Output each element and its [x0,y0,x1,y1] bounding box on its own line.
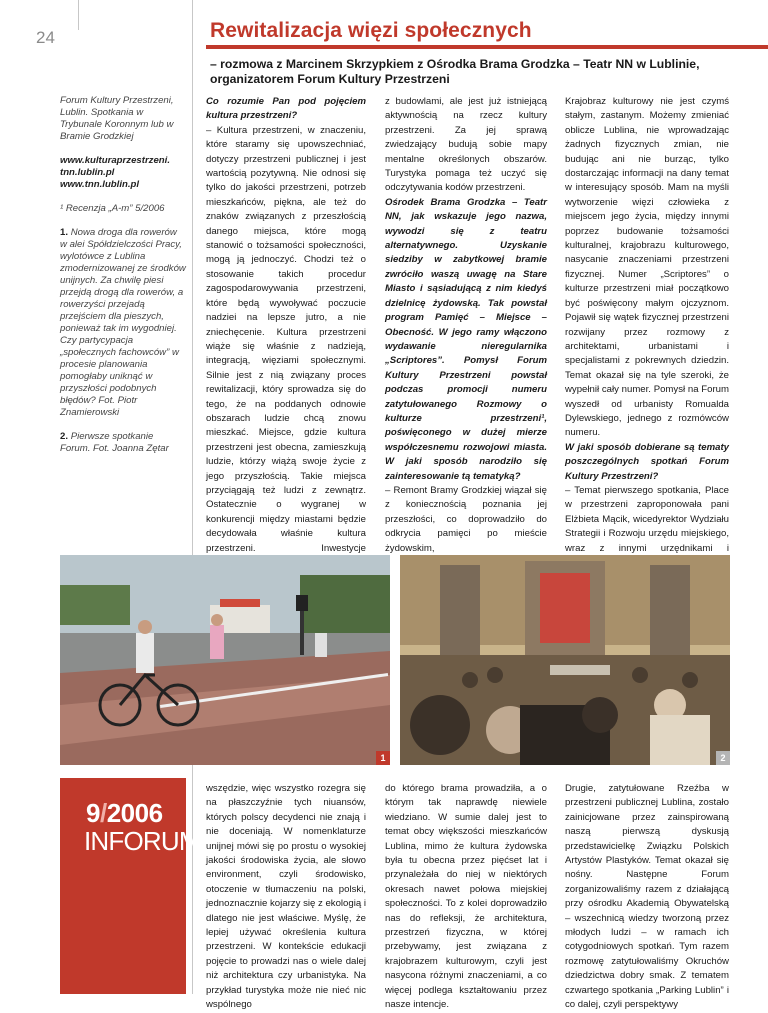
article-column-3 [565,95,729,570]
title-underline [206,45,768,49]
question-1: Co rozumie Pan pod pojęciem kultura przestrzeni? [206,96,366,122]
link-tnn[interactable]: www.tnn.lublin.pl [60,179,140,190]
sidebar-footnote: ¹ Recenzja „A-m” 5/2006 [60,203,165,214]
issue-year: 2006 [106,798,163,828]
article-column-1 [206,95,366,599]
sidebar-intro: Forum Kultury Przestrzeni, Lublin. Spotkania w Trybunale Koronnym lub w Bramie Grodzkiej [60,95,174,142]
street-scene-image [60,555,390,765]
sidebar [60,95,186,467]
link-kulturaprzestrzeni-1[interactable]: www.kulturaprzestrzeni. [60,155,170,166]
caption-2-text: Pierwsze spotkanie Forum. Fot. Joanna Zętar [60,431,169,454]
article-subtitle: – rozmowa z Marcinem Skrzypkiem z Ośrodka Brama Grodzka – Teatr NN w Lublinie, organizatorem Forum Kultury Przestrzeni [210,57,700,86]
caption-1-number: 1. [60,227,69,238]
article-column-2 [385,95,547,556]
answer-1: – Kultura przestrzeni, w znaczeniu, które staramy się upowszechniać, dotyczy przestrzeni publicznej i jest wartością pozytywną. Nie odnosi się tylko do jakości przestrzeni, potrzeb mieszkańców, piękna, ale też do znaków związanych z przeszłością danego miejsca, które mogą stanowić o tożsamości społeczności, mogą ją jednoczyć. Chodzi też o stosowanie takich procedur zagospodarowywania przestrzeni, które będą wywoływać poczucie nadziei na lepsze jutro, a nie zniechęcenie. Kultura przestrzeni wiąże się właśnie z nadzieją, integracją, więziami społecznymi. Silnie jest z nią związany proces rewitalizacji, który sprowadza się do tego, że na poddanych odnowie obszarach ludzie chcą znowu mieszkać. Miejsce, gdzie kultura przestrzeni jest obecna, zamieszkują ludzie, którzy wiążą swoje życie z jego przyszłością. Takie miejsca przyciągają też ludzi z zewnątrz. Ostatecznie o wygranej w konkurencji między miastami będzie decydowała właśnie kultura przestrzeni. Inwestycje [206,124,366,554]
article-title: Rewitalizacja więzi społecznych [210,19,532,42]
article-column-4: wszędzie, więc wszystko rozegra się na płaszczyźnie tych niuansów, których polscy decydenci nie znają i nie doceniają. W nomenklaturze unijnej mówi się po prostu o wysokiej jakości środowiska życia, ale słowo environment, czyli środowisko, otoczenie w tłumaczeniu na polski, jednoznacznie kojarzy się z ekologią i dlatego nie jest właściwe. Myślę, że lepiej używać określenia kultura przestrzeni. W kontekście edukacji pojęcie to prowadzi nas o wiele dalej niż architektura czy urbanistyka. Na przykład turystyka może nie nieć nic wspólnego [206,783,366,1011]
issue-num: 9 [86,798,100,828]
caption-2 [60,431,186,455]
column-3-text-1: Krajobraz kulturowy nie jest czymś stałym, zastanym. Możemy zmieniać oblicze Lublina, nie wprowadzając żadnych fizycznych zmian, nie budując ani nie burząc, tylko dostarczając informacji na dany temat w interesujący sposób. Mam na myśli wytworzenie więzi człowieka z miejscem jego życia, między innymi poprzez budowanie tożsamości kulturalnej, krajobrazu kulturowego, nasycanie znaczeniami przestrzeni fizycznej. Numer „Scriptores” o kulturze przestrzeni miał początkowo być poświęcony małym ojczyznom. Pojawił się wątek fizycznej przestrzeni rozwijany przez rozmowy z architektami, urbanistami i specjalistami z pokrewnych dziedzin. Temat okazał się na tyle szeroki, że wypełnił cały numer. Pomysł na Forum wyszedł od urbanisty Romualda Dylewskiego, jednego z rozmówców numeru. [565,96,729,439]
article-column-6: Drugie, zatytułowane Rzeźba w przestrzeni publicznej Lublina, zostało zainicjowane przez zainspirowaną naszą pierwszą dyskusją przedstawicielkę Związku Polskich Artystów Plastyków. Temat okazał się nośny. Następne Forum zorganizowaliśmy razem z działającą przy ośrodku Akademią Obywatelską – wszechnicą wiedzy tworzoną przez młodych ludzi – w ramach ich cotygodniowych spotkań. Tym razem rozmowę zatytułowaliśmy Okruchów dziedzictwa dobry smak. Z tematem czwartego spotkania „Parking Lublin” i co dalej, czyli perspektywy [565,783,729,1011]
question-2: Ośrodek Brama Grodzka – Teatr NN, jak wskazuje jego nazwa, wywodzi się z teatru alternatywnego. Uzyskanie siedziby w zabytkowej bramie zwróciło waszą uwagę na Stare Miasto i sąsiadującą z nim kiedyś dzielnicę żydowską. Tak powstał program Pamięć – Miejsce – Obecność. W jego ramy włączono wydawanie nieregularnika „Scriptores”. Pomysł Forum Kultury Przestrzeni powstał podczas promocji numeru zatytułowanego Rozmowy o kulturze przestrzeni¹, poświęconego w dużej mierze współczesnemu rozwojowi miasta. W jaki sposób narodziło się zainteresowanie tą tematyką? [385,196,547,482]
column-3-text-2: – Temat pierwszego spotkania, Place w przestrzeni zaproponowała pani Elżbieta Mącik, wicedyrektor Wydziału Strategii i Rozwoju urzędu miejskiego, wraz z innymi urzędnikami i [565,484,729,554]
issue-slash: / [99,798,107,828]
column-2-text-2: – Remont Bramy Grodzkiej wiązał się z koniecznością poznania jej przeszłości, co doprowadziło do odkrycia pamięci po mieście żydowskim, [385,484,547,554]
photo-1-badge: 1 [376,751,390,765]
question-3: W jaki sposób dobierane są tematy poszczególnych spotkań Forum Kultury Przestrzeni? [565,441,729,482]
magazine-name: INFORUM [84,826,200,856]
caption-1 [60,227,186,419]
photo-street-cyclist [60,555,390,765]
photo-2-badge: 2 [716,751,730,765]
caption-1-text: Nowa droga dla rowerów w alei Spółdzielczości Pracy, wylotówce z Lublina zmodernizowanej ze środków unijnych. Za chwilę piesi przejdą drogą dla rowerów, a rowerzyści przejadą przejściem dla pieszych, ponieważ tak im wygodniej. Czy partycypacja „społecznych fachowców” w procesie planowania pomogłaby uniknąć w przyszłości podobnych błędów? Fot. Piotr Znamierowski [60,227,186,418]
photo-forum-meeting [400,555,730,765]
caption-2-number: 2. [60,431,69,442]
issue-number [86,798,163,829]
inforum-logo [60,778,200,994]
article-column-5: do którego brama prowadziła, a o którym tak naprawdę niewiele wiedziano. W sumie dalej jest to temat obcy większości mieszkańców Lublina, mimo że kultura żydowska była tu obecna przez pięćset lat i przynależała do niej w niektórych okresach nawet połowa miejskiej społeczności. To z kolei doprowadziło nas do refleksji, że architektura, przestrzeń fizyczna, w której przebywamy, jest związana z krajobrazem kulturowym, czyli jest nasycona różnymi znaczeniami, a co więcej podlega kształtowaniu przez nasze intencje. [385,783,547,1011]
top-left-vertical-rule [78,0,79,30]
sidebar-links [60,155,186,191]
column-2-text-1: z budowlami, ale jest już istniejącą aktywnością na rzecz kultury przestrzeni. Za jej sprawą zwiedzający budują sobie mapy mentalne określonych obszarów. Turystyka pomaga też uczyć się odczytywania kodów przestrzeni. [385,96,547,194]
link-kulturaprzestrzeni-2[interactable]: tnn.lublin.pl [60,167,115,178]
page-number: 24 [36,28,55,47]
meeting-room-image [400,555,730,765]
